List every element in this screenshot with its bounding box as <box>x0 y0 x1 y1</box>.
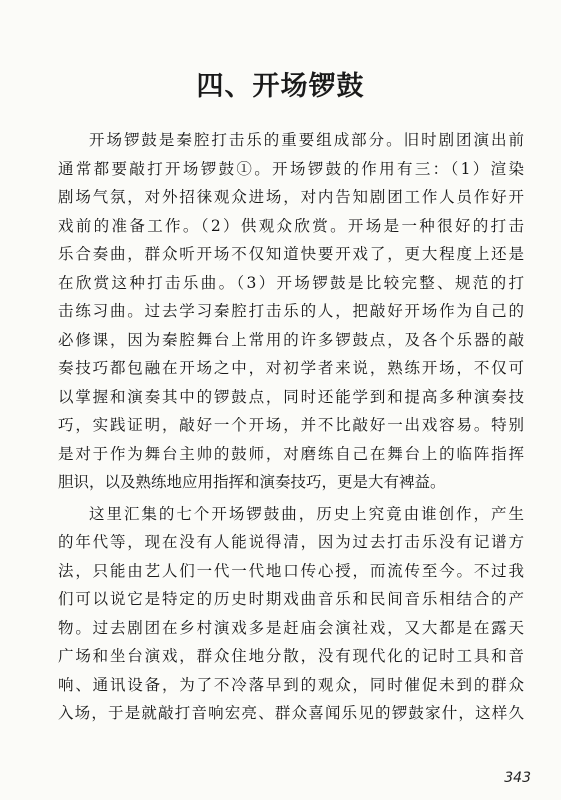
page-number: 343 <box>504 770 531 786</box>
text-line: 巧，实践证明，敲好一个开场，并不比敲好一出戏容易。特别 <box>58 416 524 434</box>
text-line: 在欣赏这种打击乐曲。（3）开场锣鼓是比较完整、规范的打 <box>58 273 524 292</box>
text-line: 奏技巧都包融在开场之中，对初学者来说，熟练开场，不仅可 <box>58 359 524 377</box>
text-line: 乐合奏曲，群众听开场不仅知道快要开戏了，更大程度上还是 <box>58 245 524 263</box>
text-line: 是对于作为舞台主帅的鼓师，对磨练自己在舞台上的临阵指挥 <box>58 444 524 463</box>
paragraph-2 <box>58 500 524 728</box>
text-line: 的年代等，现在没有人能说得清，因为过去打击乐没有记谱方 <box>58 533 524 551</box>
text-line: 响、通讯设备，为了不冷落早到的观众，同时催促未到的群众 <box>58 675 524 694</box>
text-line: 击练习曲。过去学习秦腔打击乐的人，把敲好开场作为自己的 <box>58 302 524 320</box>
text-line: 必修课，因为秦腔舞台上常用的许多锣鼓点，及各个乐器的敲 <box>58 330 524 349</box>
text-line: 通常都要敲打开场锣鼓①。开场锣鼓的作用有三：（1）渲染 <box>58 159 524 178</box>
text-line: 戏前的准备工作。（2）供观众欣赏。开场是一种很好的打击 <box>58 216 524 235</box>
text-line: 以掌握和演奏其中的锣鼓点，同时还能学到和提高多种演奏技 <box>58 387 524 406</box>
text-line: 胆识，以及熟练地应用指挥和演奏技巧，更是大有裨益。 <box>58 473 446 491</box>
section-title: 四、开场锣鼓 <box>196 71 365 102</box>
body-text <box>58 126 524 728</box>
paragraph-1 <box>58 126 524 497</box>
text-line: 法，只能由艺人们一代一代地口传心授，而流传至今。不过我 <box>58 561 524 580</box>
text-line: 物。过去剧团在乡村演戏多是赶庙会演社戏，又大都是在露天 <box>58 618 524 637</box>
text-line: 们可以说它是特定的历史时期戏曲音乐和民间音乐相结合的产 <box>58 590 524 608</box>
text-line: 这里汇集的七个开场锣鼓曲，历史上究竟由谁创作，产生 <box>89 504 524 523</box>
text-line: 广场和坐台演戏，群众住地分散，没有现代化的记时工具和音 <box>58 647 524 665</box>
text-line: 剧场气氛，对外招徕观众进场，对内告知剧团工作人员作好开 <box>58 188 524 206</box>
text-line: 入场，于是就敲打音响宏亮、群众喜闻乐见的锣鼓家什，这样久 <box>58 704 524 722</box>
text-line: 开场锣鼓是秦腔打击乐的重要组成部分。旧时剧团演出前 <box>89 131 524 149</box>
